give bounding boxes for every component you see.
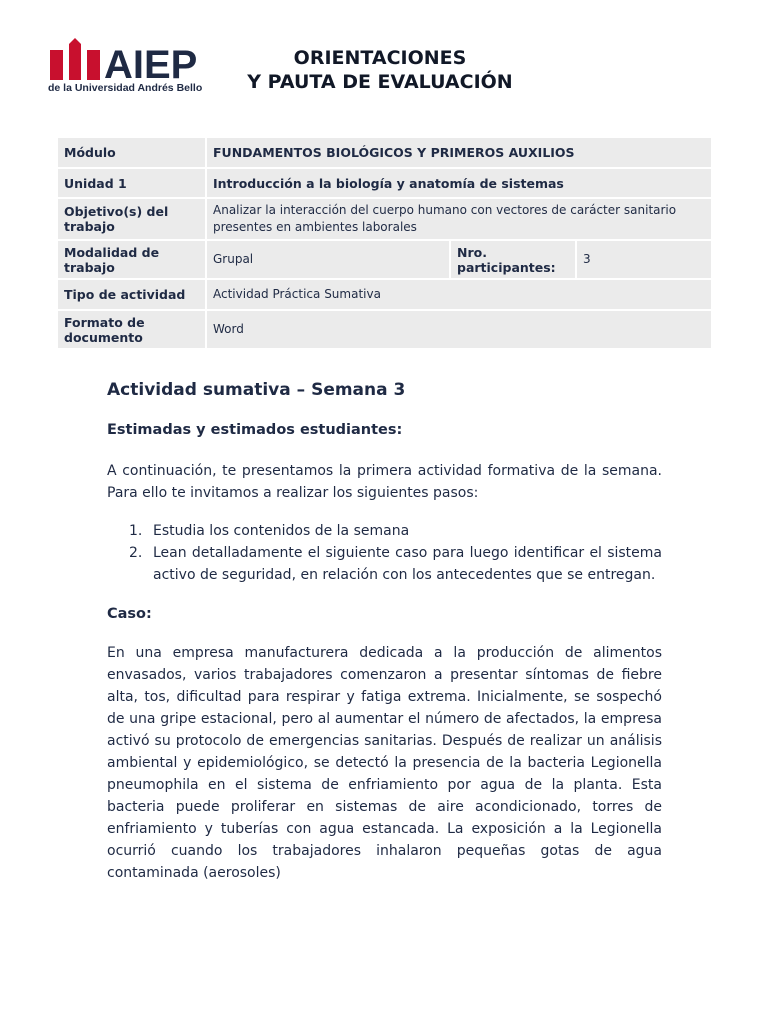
step-text: Lean detalladamente el siguiente caso para luego identificar el sistema activo de seguridad, en relación con los antecedentes que se entregan. <box>153 545 662 583</box>
greeting: Estimadas y estimados estudiantes: <box>107 422 403 438</box>
document-title <box>230 46 530 94</box>
table-row <box>58 280 711 309</box>
case-heading: Caso: <box>107 606 152 622</box>
objetivo-label: Objetivo(s) del trabajo <box>58 199 205 239</box>
tipo-label: Tipo de actividad <box>58 280 205 309</box>
title-line-1: ORIENTACIONES <box>293 47 467 69</box>
modalidad-label: Modalidad de trabajo <box>58 241 205 278</box>
step-number: 2. <box>129 545 143 561</box>
table-row <box>58 199 711 239</box>
table-row <box>58 138 711 167</box>
document-body <box>107 380 662 900</box>
formato-label: Formato de documento <box>58 311 205 348</box>
intro-paragraph: A continuación, te presentamos la primera actividad formativa de la semana. Para ello te invitamos a realizar los siguientes pasos: <box>107 463 662 501</box>
title-line-2: Y PAUTA DE EVALUACIÓN <box>247 71 513 93</box>
aiep-logo <box>48 38 208 98</box>
unidad-label: Unidad 1 <box>58 169 205 197</box>
step-text: Estudia los contenidos de la semana <box>153 523 410 539</box>
formato-value: Word <box>207 311 711 348</box>
steps-list <box>107 520 662 586</box>
table-row <box>58 241 711 278</box>
step-number: 1. <box>129 523 143 539</box>
table-row <box>58 311 711 348</box>
activity-heading: Actividad sumativa – Semana 3 <box>107 380 406 400</box>
table-row <box>58 169 711 197</box>
list-item <box>107 520 662 542</box>
modalidad-value: Grupal <box>207 241 449 278</box>
modulo-label: Módulo <box>58 138 205 167</box>
modulo-value: FUNDAMENTOS BIOLÓGICOS Y PRIMEROS AUXILIOS <box>207 138 711 167</box>
logo-subtitle: de la Universidad Andrés Bello <box>48 82 203 94</box>
aiep-logo-mark <box>48 38 208 82</box>
tipo-value: Actividad Práctica Sumativa <box>207 280 711 309</box>
list-item <box>107 542 662 586</box>
case-paragraph: En una empresa manufacturera dedicada a la producción de alimentos envasados, varios trabajadores comenzaron a presentar síntomas de fiebre alta, tos, dificultad para respirar y fatiga extrema. Inicialmente, se sospechó de una gripe estacional, pero al aumentar el número de afectados, la empresa activó su protocolo de emergencias sanitarias. Después de realizar un análisis ambiental y epidemiológico, se detectó la presencia de la bacteria Legionella pneumophila en el sistema de enfriamiento por agua de la planta. Esta bacteria puede proliferar en sistemas de aire acondicionado, torres de enfriamiento y tuberías con agua estancada. La exposición a la Legionella ocurrió cuando los trabajadores inhalaron pequeñas gotas de agua contaminada (aerosoles) <box>107 645 662 881</box>
objetivo-value: Analizar la interacción del cuerpo humano con vectores de carácter sanitario presentes en ambientes laborales <box>207 199 711 239</box>
participantes-value: 3 <box>577 241 711 278</box>
unidad-value: Introducción a la biología y anatomía de sistemas <box>207 169 711 197</box>
logo-wordmark: AIEP <box>104 43 198 82</box>
course-info-table <box>56 136 713 350</box>
participantes-label: Nro. participantes: <box>451 241 575 278</box>
